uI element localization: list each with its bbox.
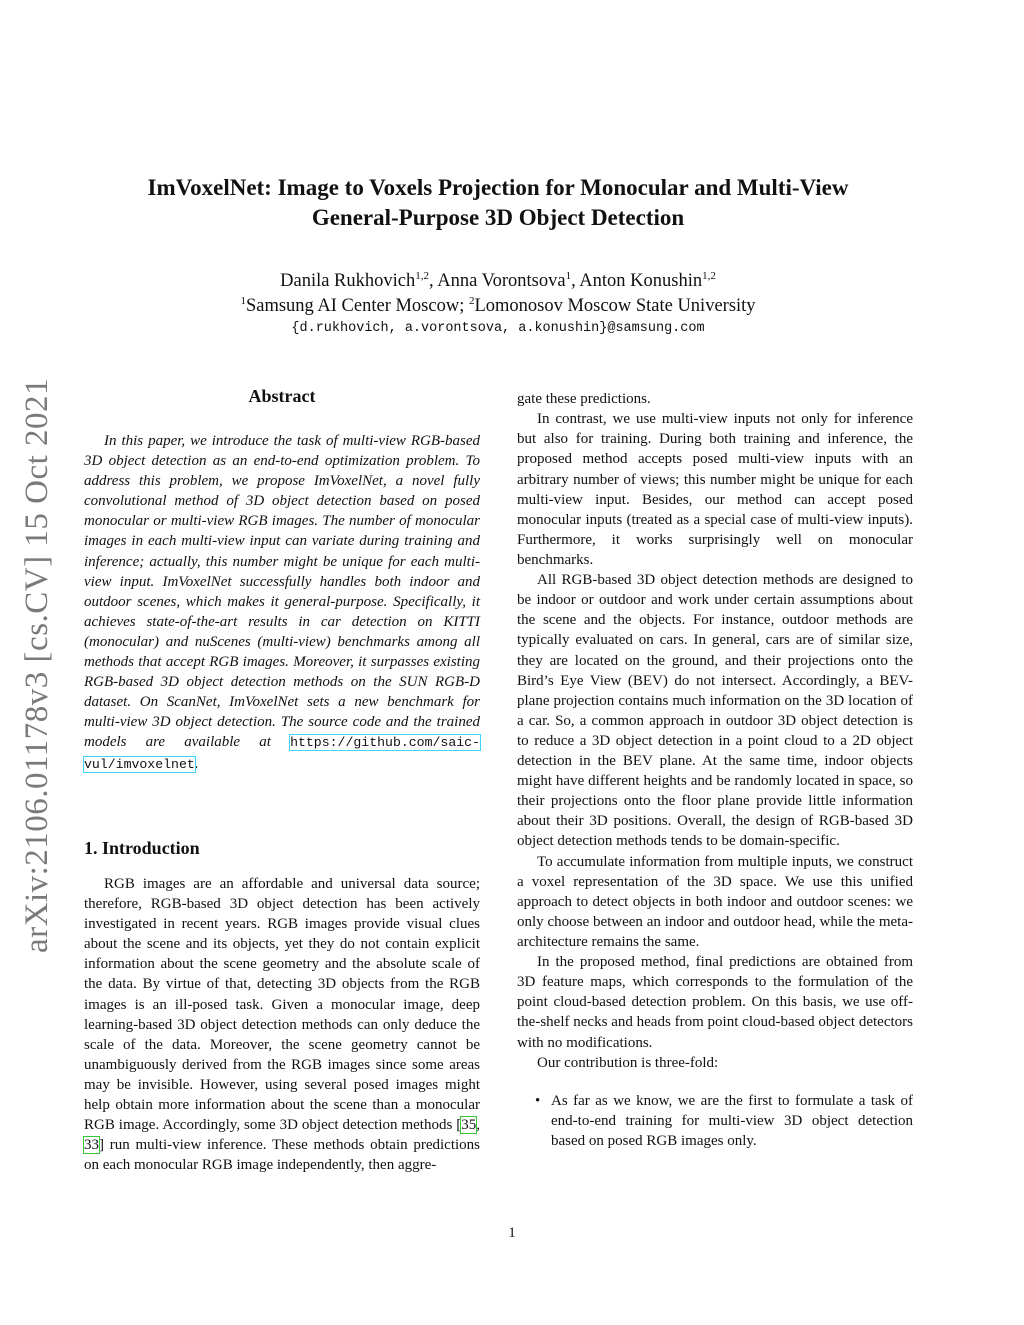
title-line-1: ImVoxelNet: Image to Voxels Projection for Monocular and Multi-View [147,175,849,200]
author-1: Danila Rukhovich [280,271,416,291]
citation-separator: , [476,1117,480,1134]
bullet-dot: • [535,1092,541,1109]
affil-1-mark: 1 [240,295,246,307]
bullet-text: As far as we know, we are the first to formulate a task of end-to-end training for multi-view 3D object detection based on posed RGB images only. [551,1092,913,1150]
author-emails: {d.rukhovich, a.vorontsova, a.konushin}@samsung.com [291,321,705,336]
author-2: Anna Vorontsova [437,271,566,291]
author-3-affil: 1,2 [702,270,716,282]
code-link[interactable]: https://github.com/saic-vul/imvoxelnet [84,735,480,772]
affil-2: Lomonosov Moscow State University [474,296,756,316]
abstract-text: In this paper, we introduce the task of multi-view RGB-based 3D object detection as an end-to-end optimization problem. To address this problem, we propose ImVoxelNet, a novel fully convolutional method of 3D object detection based on posed monocular or multi-view RGB images. The number of monocular images in each multi-view input can variate during training and inference; actually, this number might be unique for each multi-view input. ImVoxelNet successfully handles both indoor and outdoor scenes, which makes it general-purpose. Specifically, it achieves state-of-the-art results in car detection on KITTI (monocular) and nuScenes (multi-view) benchmarks among all methods that accept RGB images. Moreover, it surpasses existing RGB-based 3D object detection methods on the SUN RGB-D dataset. On ScanNet, ImVoxelNet sets a new benchmark for multi-view 3D object detection. The source code and the trained models are available at [84,433,480,751]
paragraph-continuation: gate these predictions. [517,391,651,407]
affil-2-mark: 2 [468,295,475,307]
author-3: Anton Konushin [579,271,703,291]
paper-title [100,173,896,233]
intro-text-b: ] run multi-view inference. These methods obtain predictions on each monocular RGB image independently, then aggre- [84,1137,480,1174]
intro-text-a: RGB images are an affordable and universal data source; therefore, RGB-based 3D object detection has been actively investigated in recent years. RGB images provide visual clues about the scene and its objects, yet they do not contain explicit information about the scene geometry and the absolute scale of the data. By virtue of that, detecting 3D objects from the RGB images is an ill-posed task. Given a monocular image, deep learning-based 3D object detection methods can only deduce the scale of the data. Moreover, the scene geometry cannot be unambiguously derived from the RGB images since some areas may be invisible. However, using several posed images might help obtain more information about the scene than a monocular RGB image. Accordingly, some 3D object detection methods [ [84,876,480,1134]
author-block [100,269,896,319]
section-heading-introduction: 1. Introduction [84,838,200,858]
arxiv-id: arXiv:2106.01178v3 [cs.CV] 15 Oct 2021 [19,377,56,953]
abstract-heading: Abstract [248,386,316,406]
author-names: Danila Rukhovich$^{1,2}$, Anna Vorontsova$^1$, Anton Konushin$^{1,2}$ [280,270,716,291]
right-column [517,389,913,1151]
intro-body [84,874,480,1175]
affiliations [100,294,896,319]
author-2-affil: 1 [565,270,572,282]
paragraph-voxel: To accumulate information from multiple inputs, we construct a voxel representation of the 3D space. We use this unified approach to detect objects in both indoor and outdoor scenes: we only choose between an indoor and outdoor head, while the meta-architecture remains the same. [517,853,913,950]
paragraph-contribution: Our contribution is three-fold: [537,1054,719,1071]
author-1-affil: 1,2 [415,270,430,282]
contribution-bullet-1 [517,1091,913,1151]
page-number: 1 [508,1225,516,1241]
paragraph-final-predictions: In the proposed method, final predictions are obtained from 3D feature maps, which corresponds to the formulation of the point cloud-based detection problem. On this basis, we use off-the-shelf necks and heads from point cloud-based object detectors with no modifications. [517,954,913,1051]
citation-35[interactable]: 35 [461,1117,477,1134]
paragraph-domain: All RGB-based 3D object detection methods are designed to be indoor or outdoor and work under certain assumptions about the scene and the objects. For instance, outdoor methods are typically evaluated on cars. In general, cars are of similar size, they are located on the ground, and their projections onto the Bird’s Eye View (BEV) do not intersect. Accordingly, a BEV-plane projection contains much information on the 3D location of a car. So, a common approach in outdoor 3D object detection is to reduce a 3D object detection in a point cloud to a 2D object detection in the BEV plane. At the same time, indoor objects might have different heights and be randomly located in space, so their projections onto the floor plane provide little information about their 3D positions. Overall, the design of RGB-based 3D object detection methods tends to be domain-specific. [517,572,913,850]
paragraph-multiview: In contrast, we use multi-view inputs not only for inference but also for training. During both training and inference, the proposed method accepts posed multi-view inputs with an arbitrary number of views; this number might be unique for each multi-view input. Besides, our method can accept posed monocular inputs (treated as a special case of multi-view inputs). Furthermore, it works surprisingly well on monocular benchmarks. [517,411,913,568]
intro-paragraph-1 [84,874,480,1175]
abstract-end: . [194,755,199,772]
affil-1: Samsung AI Center Moscow; [245,296,469,316]
citation-33[interactable]: 33 [84,1137,99,1154]
abstract-body [84,431,480,775]
title-line-2: General-Purpose 3D Object Detection [311,205,685,230]
arxiv-stamp [8,377,68,953]
abstract-paragraph [84,431,480,775]
